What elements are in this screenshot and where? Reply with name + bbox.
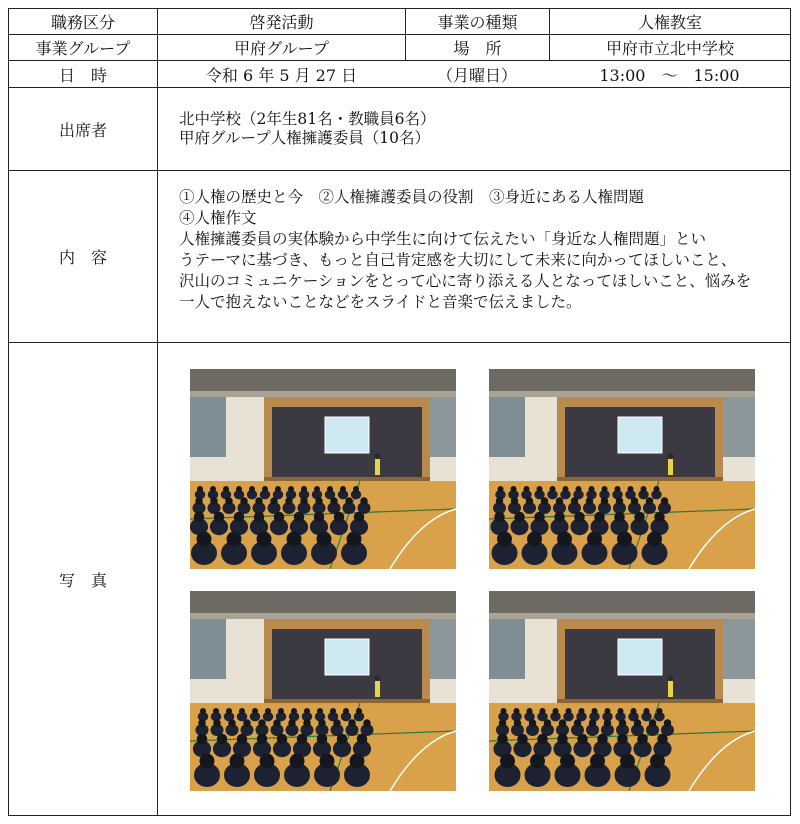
place-value: 甲府市立北中学校 [549,35,790,60]
row-group [9,35,790,61]
content-body [157,171,790,342]
photo-3 [190,591,456,791]
group-label: 事業グループ [35,39,131,58]
content-label: 内 容 [58,248,107,267]
attendees-label: 出席者 [58,120,107,140]
group-value: 甲府グループ [157,35,405,60]
row-datetime [9,61,790,88]
project-type-value: 人権教室 [549,9,790,34]
photo-4 [489,591,755,791]
time-value: 13:00 ～ 15:00 [599,65,740,85]
place-label: 場 所 [405,35,549,60]
photo-2 [489,369,755,569]
activity-report-table [8,8,791,816]
row-photos [9,343,790,815]
gym-photo [489,369,755,569]
content-line: ①人権の歴史と今 ②人権擁護委員の役割 ③身近にある人権問題 [179,188,645,206]
category-value: 啓発活動 [157,9,405,34]
content-line: うテーマに基づき、もっと自己肯定感を大切にして未来に向かってほしいこと、 [179,251,737,269]
date-value: 令和 6 年 5 月 27 日 [157,61,405,87]
datetime-label: 日 時 [58,65,107,85]
photo-1 [190,369,456,569]
category-label: 職務区分 [50,13,115,32]
photos-label: 写 真 [58,570,107,590]
photo-grid [157,343,790,815]
attendees-content [157,88,790,170]
content-line: 一人で抱えないことなどをスライドと音楽で伝えました。 [179,293,582,311]
row-category [9,9,790,35]
project-type-label: 事業の種類 [405,9,549,34]
gym-photo [190,369,456,569]
content-line: 沢山のコミュニケーションをとって心に寄り添える人となってほしいこと、悩みを [179,272,752,290]
gym-photo [489,591,755,791]
attendees-line: 北中学校（2年生81名・教職員6名） [179,109,436,128]
row-content [9,171,790,343]
attendees-line: 甲府グループ人権擁護委員（10名） [179,129,430,147]
content-line: 人権擁護委員の実体験から中学生に向けて伝えたい「身近な人権問題」とい [179,230,707,248]
row-attendees [9,88,790,171]
content-line: ④人権作文 [179,209,257,227]
weekday-value: （月曜日） [436,65,517,85]
gym-photo [190,591,456,791]
